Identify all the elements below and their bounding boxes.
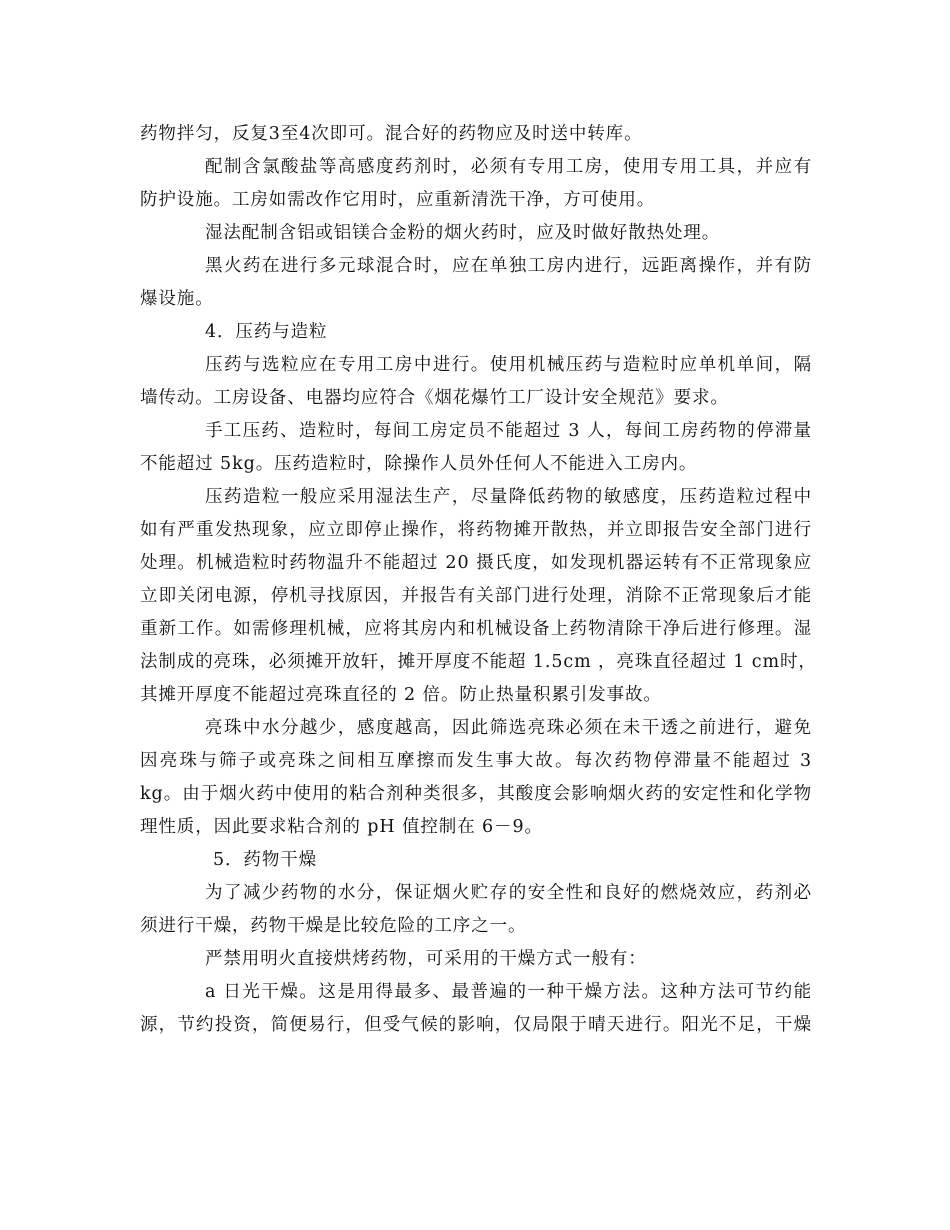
- text-line: 严禁用明火直接烘烤药物，可采用的干燥方式一般有：: [205, 949, 647, 969]
- text-line: 重新工作。如需修理机械，应将其房内和机械设备上药物清除干净后进行修理。湿: [140, 619, 812, 639]
- text-line: 压药与选粒应在专用工房中进行。使用机械压药与造粒时应单机单间，隔: [205, 355, 812, 375]
- text-line: 药物拌匀，反复3至4次即可。混合好的药物应及时送中转库。: [140, 124, 643, 144]
- text-line: 配制含氯酸盐等高感度药剂时，必须有专用工房，使用专用工具，并应有: [205, 157, 812, 177]
- text-line: 法制成的亮珠，必须摊开放轩，摊开厚度不能超 1.5cm ，亮珠直径超过 1 cm时，: [140, 652, 817, 672]
- text-line: 不能超过 5kg。压药造粒时，除操作人员外任何人不能进入工房内。: [140, 454, 698, 474]
- text-line: 手工压药、造粒时，每间工房定员不能超过 3 人，每间工房药物的停滞量: [205, 421, 812, 441]
- document-page: [140, 118, 817, 1042]
- text-line: 爆设施。: [140, 289, 214, 309]
- text-line: 理性质，因此要求粘合剂的 pH 值控制在 6－9。: [140, 817, 543, 837]
- text-line: 处理。机械造粒时药物温升不能超过 20 摄氏度，如发现机器运转有不正常现象应: [140, 553, 812, 573]
- section-heading: 4．压药与造粒: [205, 322, 328, 342]
- text-line: 湿法配制含铝或铝镁合金粉的烟火药时，应及时做好散热处理。: [205, 223, 721, 243]
- text-line: 黑火药在进行多元球混合时，应在单独工房内进行，远距离操作，并有防: [205, 256, 812, 276]
- text-line: 如有严重发热现象，应立即停止操作，将药物摊开散热，并立即报告安全部门进行: [140, 520, 812, 540]
- text-line: 源，节约投资，简便易行，但受气候的影响，仅局限于晴天进行。阳光不足，干燥: [140, 1015, 812, 1035]
- text-line: 亮珠中水分越少，感度越高，因此筛选亮珠必须在未干透之前进行，避免: [205, 718, 812, 738]
- text-line: 防护设施。工房如需改作它用时，应重新清洗干净，方可使用。: [140, 190, 656, 210]
- section-heading: 5．药物干燥: [213, 850, 318, 870]
- text-line: 压药造粒一般应采用湿法生产，尽量降低药物的敏感度，压药造粒过程中: [205, 487, 812, 507]
- text-line: 须进行干燥，药物干燥是比较危险的工序之一。: [140, 916, 527, 936]
- text-line: a 日光干燥。这是用得最多、最普遍的一种干燥方法。这种方法可节约能: [205, 982, 812, 1002]
- text-line: 因亮珠与筛子或亮珠之间相互摩擦而发生事大故。每次药物停滞量不能超过 3: [140, 751, 812, 771]
- text-line: 墙传动。工房设备、电器均应符合《烟花爆竹工厂设计安全规范》要求。: [140, 388, 729, 408]
- text-line: 立即关闭电源，停机寻找原因，并报告有关部门进行处理，消除不正常现象后才能: [140, 586, 812, 606]
- text-line: 为了减少药物的水分，保证烟火贮存的安全性和良好的燃烧效应，药剂必: [205, 883, 812, 903]
- text-line: kg。由于烟火药中使用的粘合剂种类很多，其酸度会影响烟火药的安定性和化学物: [140, 784, 812, 804]
- text-line: 其摊开厚度不能超过亮珠直径的 2 倍。防止热量积累引发事故。: [140, 685, 662, 705]
